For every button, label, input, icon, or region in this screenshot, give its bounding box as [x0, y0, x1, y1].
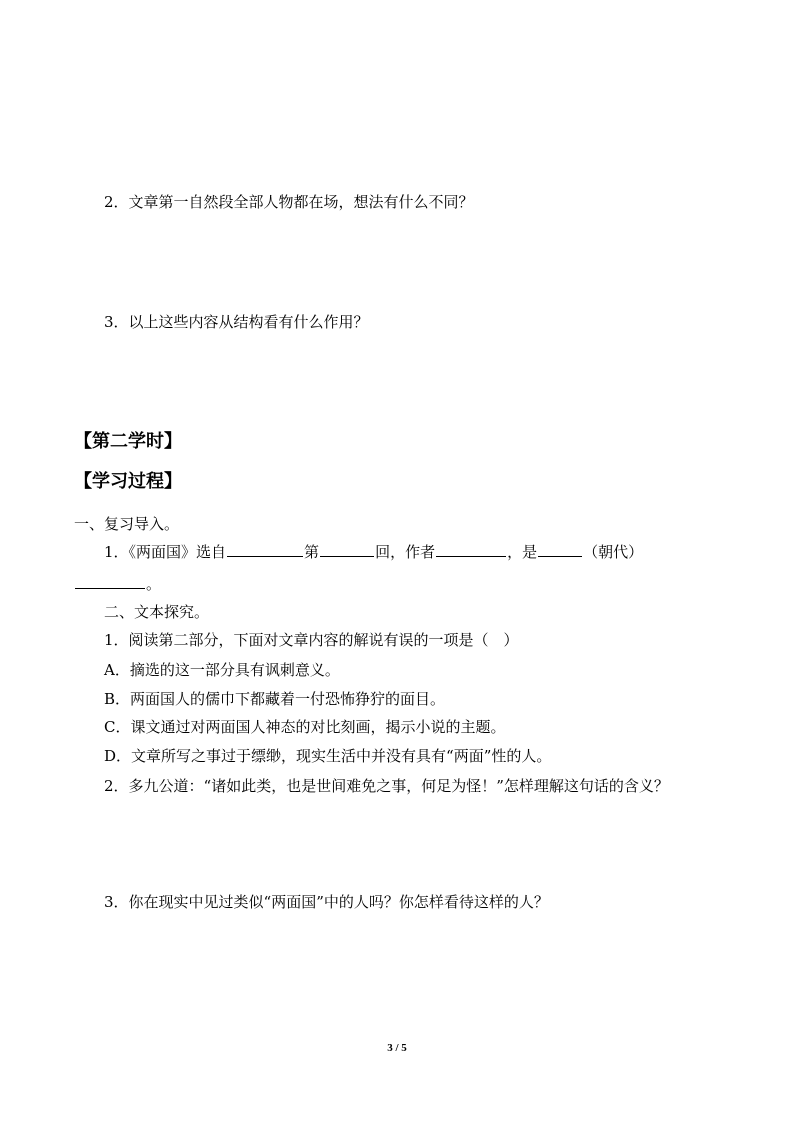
heading-learning-process: 【学习过程】 — [74, 471, 182, 492]
review-q1-part-a: 1．《两面国》选自 — [104, 543, 227, 561]
review-q1-part-c: 回，作者 — [375, 543, 436, 561]
review-q1-end: 。 — [146, 575, 162, 593]
fill-blank-source[interactable] — [227, 542, 303, 557]
question-3-part1: 3．以上这些内容从结构看有什么作用？ — [104, 313, 369, 331]
fill-blank-author[interactable] — [436, 542, 506, 557]
option-c: C．课文通过对两面国人神态的对比刻画，揭示小说的主题。 — [104, 718, 506, 736]
review-q1-part-b: 第 — [304, 543, 320, 561]
fill-blank-chapter[interactable] — [320, 542, 374, 557]
option-b: B．两面国人的儒巾下都藏着一付恐怖狰狞的面目。 — [104, 690, 446, 708]
option-d: D．文章所写之事过于缥缈，现实生活中并没有具有“两面”性的人。 — [104, 747, 552, 765]
review-question-1-continued — [74, 574, 161, 594]
option-a: A．摘选的这一部分具有讽刺意义。 — [104, 661, 340, 679]
section-review-title: 一、复习导入。 — [74, 515, 180, 533]
heading-second-lesson: 【第二学时】 — [74, 431, 182, 452]
section-explore-title: 二、文本探究。 — [104, 603, 210, 621]
page-number: 3 / 5 — [387, 1042, 407, 1054]
review-q1-part-d: ，是 — [507, 543, 538, 561]
explore-question-1: 1．阅读第二部分，下面对文章内容的解说有误的一项是（ ） — [104, 631, 519, 649]
review-question-1 — [104, 542, 643, 562]
fill-blank-dynasty[interactable] — [538, 542, 582, 557]
explore-question-3: 3．你在现实中见过类似“两面国”中的人吗？你怎样看待这样的人？ — [104, 893, 549, 911]
question-2-part1: 2．文章第一自然段全部人物都在场，想法有什么不同？ — [104, 193, 474, 211]
explore-question-2: 2．多九公道：“诸如此类，也是世间难免之事，何足为怪！”怎样理解这句话的含义？ — [104, 777, 669, 795]
review-q1-part-e: （朝代） — [583, 543, 644, 561]
fill-blank-identity[interactable] — [75, 574, 145, 589]
